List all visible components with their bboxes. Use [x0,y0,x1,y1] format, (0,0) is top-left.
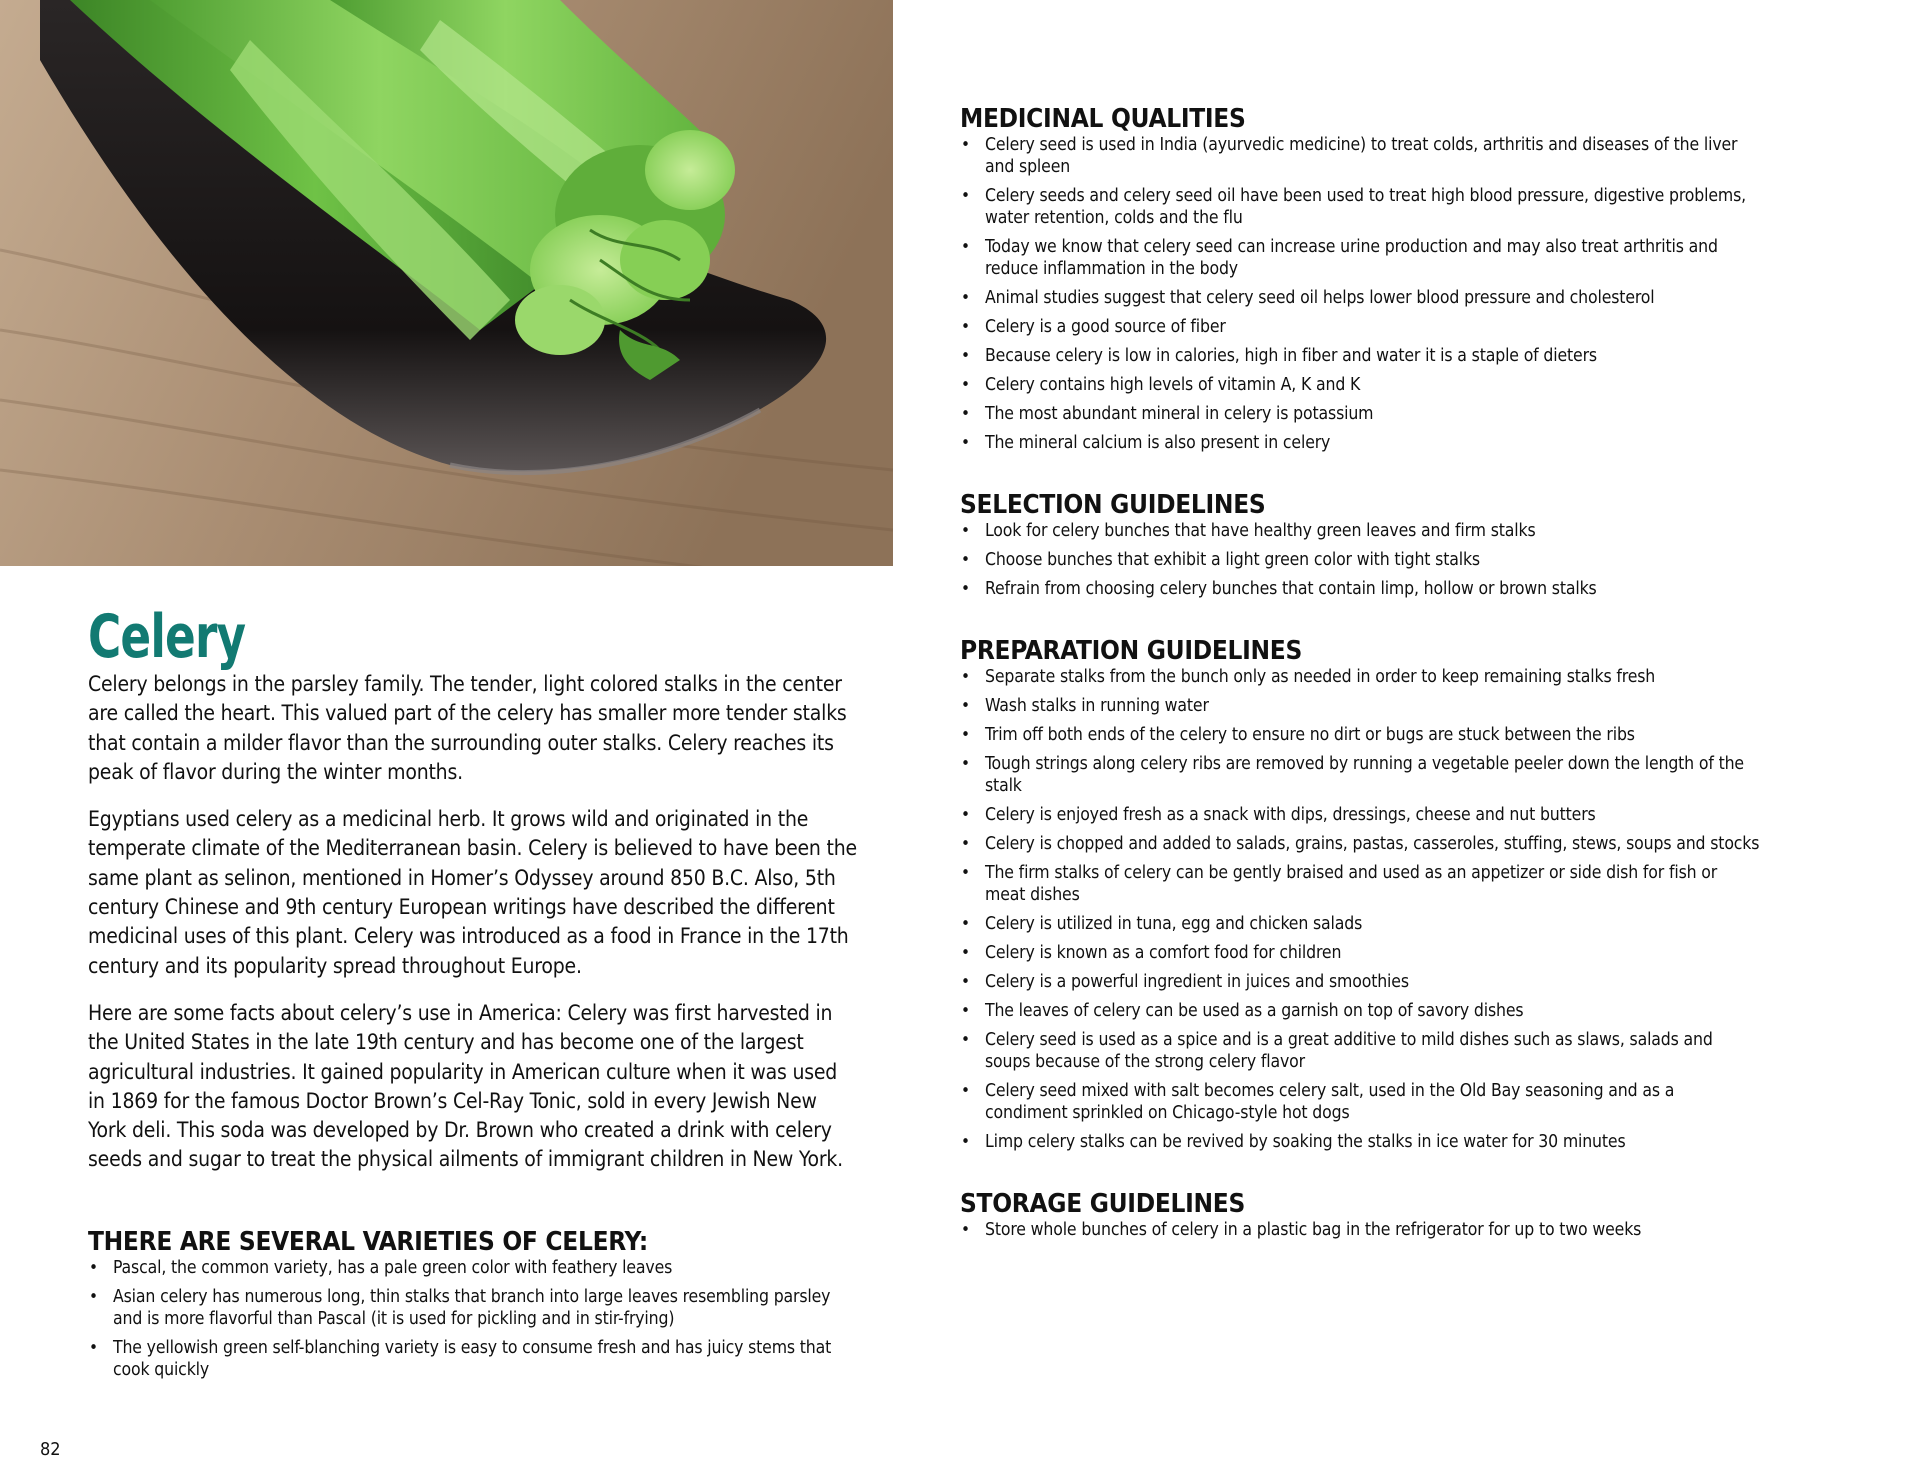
list-item: • Store whole bunches of celery in a plastic bag in the refrigerator for up to two weeks [960,1219,1760,1241]
list-item: • Celery seed is used in India (ayurvedic medicine) to treat colds, arthritis and diseases of the liver and spleen [960,134,1760,178]
medicinal-heading: MEDICINAL QUALITIES [960,104,1246,134]
left-column [88,604,858,1388]
selection-list [960,520,1760,600]
intro-paragraph-3: Here are some facts about celery’s use in America: Celery was first harvested in the United States in the late 19th century and has become one of the largest agricultural industries. It gained popularity in American culture when it was used in 1869 for the famous Doctor Brown’s Cel-Ray Tonic, sold in every Jewish New York deli. This soda was developed by Dr. Brown who created a drink with celery seeds and sugar to treat the physical ailments of immigrant children in New York. [88,1000,843,1172]
list-item: • Celery contains high levels of vitamin A, K and K [960,374,1760,396]
selection-section [960,490,1760,600]
list-item: • Limp celery stalks can be revived by soaking the stalks in ice water for 30 minutes [960,1131,1760,1153]
list-item: • Celery is enjoyed fresh as a snack with dips, dressings, cheese and nut butters [960,804,1760,826]
right-column [960,104,1760,1277]
page-number: 82 [40,1439,61,1460]
list-item: • Celery is chopped and added to salads, grains, pastas, casseroles, stuffing, stews, soups and stocks [960,833,1760,855]
celery-photo [0,0,893,566]
page-title: Celery [88,602,246,672]
medicinal-list [960,134,1760,454]
list-item: • Today we know that celery seed can increase urine production and may also treat arthritis and reduce inflammation in the body [960,236,1760,280]
list-item: • Celery is a good source of fiber [960,316,1760,338]
list-item: • Tough strings along celery ribs are removed by running a vegetable peeler down the length of the stalk [960,753,1760,797]
list-item: • Celery is known as a comfort food for children [960,942,1760,964]
list-item: • Because celery is low in calories, high in fiber and water it is a staple of dieters [960,345,1760,367]
list-item: • Trim off both ends of the celery to ensure no dirt or bugs are stuck between the ribs [960,724,1760,746]
list-item: • Separate stalks from the bunch only as needed in order to keep remaining stalks fresh [960,666,1760,688]
list-item: • Animal studies suggest that celery seed oil helps lower blood pressure and cholesterol [960,287,1760,309]
list-item: • Choose bunches that exhibit a light green color with tight stalks [960,549,1760,571]
varieties-heading: THERE ARE SEVERAL VARIETIES OF CELERY: [88,1226,648,1257]
storage-list [960,1219,1760,1241]
selection-heading: SELECTION GUIDELINES [960,490,1266,520]
storage-heading: STORAGE GUIDELINES [960,1189,1246,1219]
list-item: • Wash stalks in running water [960,695,1760,717]
list-item: • The most abundant mineral in celery is potassium [960,403,1760,425]
intro-paragraph-1: Celery belongs in the parsley family. The tender, light colored stalks in the center are called the heart. This valued part of the celery has smaller more tender stalks that contain a milder flavor than the surrounding outer stalks. Celery reaches its peak of flavor during the winter months. [88,672,847,784]
preparation-list [960,666,1760,1153]
list-item: • Celery is utilized in tuna, egg and chicken salads [960,913,1760,935]
list-item: • Look for celery bunches that have healthy green leaves and firm stalks [960,520,1760,542]
list-item: • Celery seed mixed with salt becomes celery salt, used in the Old Bay seasoning and as a condiment sprinkled on Chicago-style hot dogs [960,1080,1760,1124]
list-item: • The mineral calcium is also present in celery [960,432,1760,454]
list-item: • Pascal, the common variety, has a pale green color with feathery leaves [88,1257,858,1279]
medicinal-section [960,104,1760,454]
storage-section [960,1189,1760,1241]
list-item: • Celery is a powerful ingredient in juices and smoothies [960,971,1760,993]
list-item: • Asian celery has numerous long, thin stalks that branch into large leaves resembling parsley and is more flavorful than Pascal (it is used for pickling and in stir-frying) [88,1286,858,1330]
intro-paragraph-2: Egyptians used celery as a medicinal herb. It grows wild and originated in the temperate climate of the Mediterranean basin. Celery is believed to have been the same plant as selinon, mentioned in Homer’s Odyssey around 850 B.C. Also, 5th century Chinese and 9th century European writings have described the different medicinal uses of this plant. Celery was introduced as a food in France in the 17th century and its popularity spread throughout Europe. [88,807,857,978]
preparation-section [960,636,1760,1153]
list-item: • Celery seed is used as a spice and is a great additive to mild dishes such as slaws, salads and soups because of the strong celery flavor [960,1029,1760,1073]
preparation-heading: PREPARATION GUIDELINES [960,636,1303,666]
list-item: • Refrain from choosing celery bunches that contain limp, hollow or brown stalks [960,578,1760,600]
list-item: • The yellowish green self-blanching variety is easy to consume fresh and has juicy stems that cook quickly [88,1337,858,1381]
varieties-list [88,1257,858,1381]
list-item: • The leaves of celery can be used as a garnish on top of savory dishes [960,1000,1760,1022]
list-item: • Celery seeds and celery seed oil have been used to treat high blood pressure, digestive problems, water retention, colds and the flu [960,185,1760,229]
list-item: • The firm stalks of celery can be gently braised and used as an appetizer or side dish for fish or meat dishes [960,862,1760,906]
